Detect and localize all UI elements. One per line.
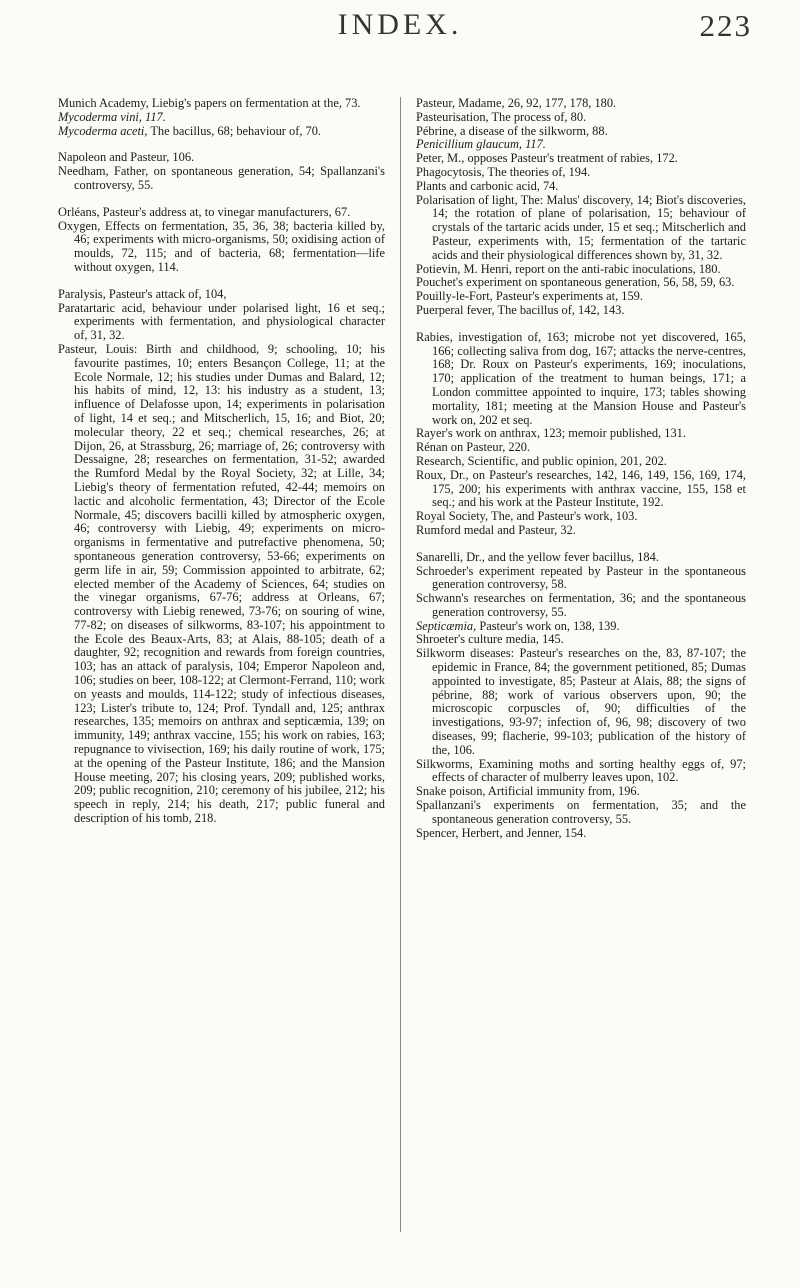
index-entry: Mycoderma aceti, The bacillus, 68; behaviour of, 70. xyxy=(58,123,322,138)
index-entry: Penicillium glaucum, 117. xyxy=(416,137,546,152)
index-entry: Paratartaric acid, behaviour under polarised light, 16 et seq.; experiments with fermentation, and physiological character of, 31, 32. xyxy=(58,300,385,343)
index-entry: Pébrine, a disease of the silkworm, 88. xyxy=(416,123,608,138)
index-entry: Pasteur, Louis: Birth and childhood, 9; schooling, 10; his favourite pastimes, 10; enters Besançon College, 11; at the Ecole Normale, 12; his studies under Dumas and Balard, 12; his habits of mind, 12, 13: his industry as a student, 13; influence of Delafosse upon, 14; experiments in polarisation of light, 14 et seq.; and Mitscherlich, 15, 16; and Biot, 20; molecular theory, 22 et seq.; chemical researches, 26; at Dijon, 26, at Strassburg, 26; marriage of, 26; controversy with Dessaigne, 28; researches on fermentation, 31-52; awarded the Rumford Medal by the Royal Society, 32; at Lille, 34; Liebig's theory of fermentation refuted, 42-44; memoirs on lactic and alcoholic fermentation, 43; Director of the Ecole Normale, 45; discovers bacilli killed by atmospheric oxygen, 46; controversy with Liebig, 49; experiments on micro-organisms in fermentative and putrefactive phenomena, 50; spontaneous generation controversy, 53-66; experiments on germ life in air, 59; Commission appointed to arbitrate, 62; elected member of the Academy of Sciences, 64; studies on the vinegar organisms, 67-76; address at Orleans, 67; controversy with Liebig renewed, 73-76; on souring of wine, 77-82; on diseases of silkworms, 83-107; his appointment to the Ecole des Beaux-Arts, 83; at Alais, 88-105; death of a daughter, 92; recognition and rewards from foreign countries, 103; has an attack of paralysis, 104; Emperor Napoleon and, 106; studies on beer, 108-122; at Clermont-Ferrand, 110; work on yeasts and moulds, 114-122; study of infectious diseases, 123; Lister's tribute to, 124; Prof. Tyndall and, 125; anthrax researches, 135; memoirs on anthrax and septicæmia, 139; on immunity, 149; anthrax vaccine, 155; his work on rabies, 163; repugnance to vivisection, 169; his daily routine of work, 175; at the opening of the Pasteur Institute, 186; and the Mansion House meeting, 207; his closing years, 209; published works, 209; public recognition, 210; ceremony of his jubilee, 212; his speech in reply, 214; his death, 217; public funeral and description of his tomb, 218. xyxy=(58,341,385,826)
index-entry: Roux, Dr., on Pasteur's researches, 142, 146, 149, 156, 169, 174, 175, 200; his experiments with anthrax vaccine, 155, 158 et seq.; and his work at the Pasteur Institute, 192. xyxy=(416,467,746,510)
index-entry: Schwann's researches on fermentation, 36; and the spontaneous generation controversy, 55. xyxy=(416,591,746,619)
index-entry: Rénan on Pasteur, 220. xyxy=(416,440,531,455)
running-title: INDEX. xyxy=(337,8,463,41)
index-entry: Silkworms, Examining moths and sorting healthy eggs of, 97; effects of character of mulberry leaves upon, 102. xyxy=(416,756,746,785)
index-entry: Munich Academy, Liebig's papers on fermentation at the, 73. xyxy=(58,96,361,110)
index-entry: Silkworm diseases: Pasteur's researches on the, 83, 87-107; the epidemic in France, 84; the government petitioned, 85; Dumas appointed to investigate, 85; Pasteur at Alais, 88; the signs of pébrine, 88; work of various observers upon, 90; the microscopic corpuscles of, 90; difficulties of the investigations, 93-97; infection of, 96, 98; discovery of two diseases, 99; flacherie, 99-103; publication of the history of the, 106. xyxy=(416,646,746,757)
index-entry: Mycoderma vini, 117. xyxy=(58,109,166,124)
index-entry: Oxygen, Effects on fermentation, 35, 36, 38; bacteria killed by, 46; experiments with micro-organisms, 50; oxidising action of moulds, 72, 115; and of bacteria, 68; fermentation—life without oxygen, 114. xyxy=(58,218,385,274)
index-entry: Pasteurisation, The process of, 80. xyxy=(416,109,587,124)
index-entry: Schroeder's experiment repeated by Pasteur in the spontaneous generation controversy, 58. xyxy=(416,563,746,592)
index-entry: Rabies, investigation of, 163; microbe not yet discovered, 165, 166; collecting saliva from dog, 167; attacks the nerve-centres, 168; Dr. Roux on Pasteur's experiments, 169; inoculations, 170; application of the treatment to human beings, 171; a London committee appointed to inquire, 173; tables showing mortality, 181; meeting at the Mansion House and Pasteur's work on, 202 et seq. xyxy=(416,329,746,427)
index-entry: Research, Scientific, and public opinion, 201, 202. xyxy=(416,453,667,468)
index-entry: Orléans, Pasteur's address at, to vinegar manufacturers, 67. xyxy=(58,204,351,219)
index-entry: Snake poison, Artificial immunity from, 196. xyxy=(416,784,640,799)
index-entry: Polarisation of light, The: Malus' discovery, 14; Biot's discoveries, 14; the rotation of plane of polarisation, 15; behaviour of crystals of the tartaric acids under, 15 et seq.; Mitscherlich and Pasteur, experiments with, 15; fermentation of the tartaric acids and their physiological differences shown by, 31, 32. xyxy=(416,192,746,262)
index-entry: Spallanzani's experiments on fermentation, 35; and the spontaneous generation controversy, 55. xyxy=(416,798,746,826)
index-entry: Peter, M., opposes Pasteur's treatment of rabies, 172. xyxy=(416,151,678,166)
index-entry: Napoleon and Pasteur, 106. xyxy=(58,150,195,165)
index-entry: Rumford medal and Pasteur, 32. xyxy=(416,522,576,537)
index-entry: Phagocytosis, The theories of, 194. xyxy=(416,164,591,179)
index-entry: Royal Society, The, and Pasteur's work, 103. xyxy=(416,509,638,524)
index-entry: Pouilly-le-Fort, Pasteur's experiments at, 159. xyxy=(416,289,643,304)
index-column-right xyxy=(416,97,746,840)
index-entry: Sanarelli, Dr., and the yellow fever bacillus, 184. xyxy=(416,549,659,564)
index-entry: Paralysis, Pasteur's attack of, 104, xyxy=(58,286,227,301)
index-entry: Rayer's work on anthrax, 123; memoir published, 131. xyxy=(416,426,686,441)
column-divider xyxy=(400,97,401,1232)
index-entry: Plants and carbonic acid, 74. xyxy=(416,178,559,193)
index-column-left xyxy=(58,97,385,826)
index-entry: Pasteur, Madame, 26, 92, 177, 178, 180. xyxy=(416,96,617,110)
index-entry: Potievin, M. Henri, report on the anti-rabic inoculations, 180. xyxy=(416,261,721,276)
index-entry: Needham, Father, on spontaneous generation, 54; Spallanzani's controversy, 55. xyxy=(58,164,385,192)
index-entry: Puerperal fever, The bacillus of, 142, 143. xyxy=(416,302,625,317)
index-entry: Septicæmia, Pasteur's work on, 138, 139. xyxy=(416,618,620,633)
page-header xyxy=(0,8,800,48)
index-entry: Shroeter's culture media, 145. xyxy=(416,632,564,647)
index-entry: Spencer, Herbert, and Jenner, 154. xyxy=(416,825,587,840)
index-entry: Pouchet's experiment on spontaneous generation, 56, 58, 59, 63. xyxy=(416,275,735,290)
page-number: 223 xyxy=(699,8,752,43)
